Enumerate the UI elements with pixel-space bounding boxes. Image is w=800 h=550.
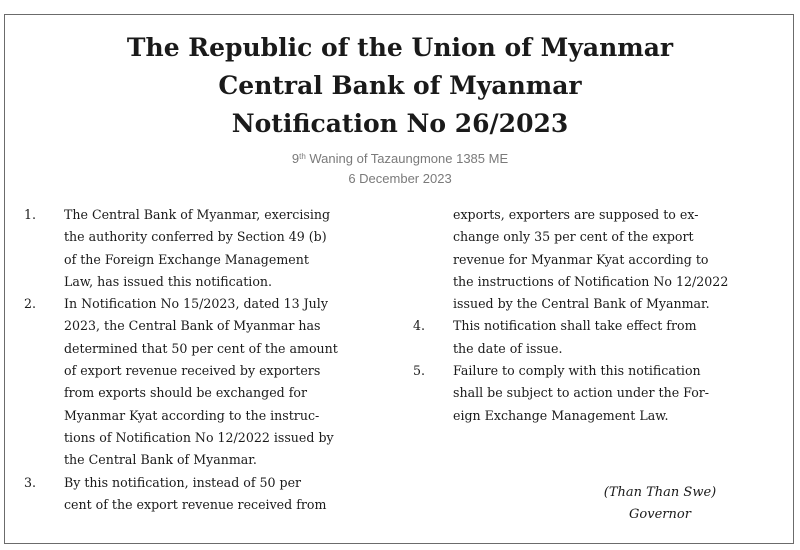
- text-line: from exports should be exchanged for: [64, 385, 308, 401]
- myanmar-date-rest: Waning of Tazaungmone 1385 ME: [305, 151, 509, 166]
- paragraph-1: [24, 204, 392, 293]
- text-line: of export revenue received by exporters: [64, 363, 321, 379]
- text-line: exports, exporters are supposed to ex-: [453, 207, 699, 222]
- paragraph-number: 2.: [24, 296, 37, 312]
- text-line: the instructions of Notification No 12/2022: [453, 273, 729, 289]
- text-line: change only 35 per cent of the export: [453, 229, 694, 245]
- paragraph-number: 4.: [413, 318, 426, 334]
- paragraph-4: [413, 315, 777, 360]
- country-title: The Republic of the Union of Myanmar: [126, 33, 674, 62]
- text-line: the date of issue.: [453, 340, 563, 356]
- paragraph-number: 1.: [24, 207, 37, 222]
- text-line: This notification shall take effect from: [453, 318, 697, 334]
- text-line: tions of Notification No 12/2022 issued by: [64, 429, 334, 445]
- text-line: of the Foreign Exchange Management: [64, 251, 309, 267]
- paragraph-3: [24, 472, 392, 517]
- text-line: 2023, the Central Bank of Myanmar has: [64, 318, 321, 334]
- text-line: the authority conferred by Section 49 (b): [64, 229, 327, 245]
- paragraph-number: 5.: [413, 363, 426, 379]
- paragraph-2: [24, 293, 392, 471]
- text-line: issued by the Central Bank of Myanmar.: [453, 296, 710, 312]
- myanmar-date-day: 9: [291, 151, 300, 166]
- text-line: eign Exchange Management Law.: [453, 407, 669, 423]
- signatory-title: Governor: [629, 507, 691, 522]
- myanmar-date-suffix: th: [299, 152, 306, 161]
- myanmar-date: [0, 151, 800, 167]
- paragraph-5: [413, 360, 777, 427]
- text-line: shall be subject to action under the For-: [453, 385, 710, 401]
- text-line: the Central Bank of Myanmar.: [64, 452, 257, 468]
- paragraph-3-continued: [413, 204, 777, 315]
- text-line: By this notification, instead of 50 per: [64, 474, 302, 490]
- notification-number: Notification No 26/2023: [231, 109, 569, 138]
- paragraph-number: 3.: [24, 474, 37, 490]
- text-line: The Central Bank of Myanmar, exercising: [64, 207, 331, 222]
- text-line: In Notification No 15/2023, dated 13 July: [64, 296, 328, 312]
- text-line: Law, has issued this notification.: [64, 273, 273, 289]
- signatory-name: (Than Than Swe): [603, 485, 717, 500]
- gregorian-date: 6 December 2023: [348, 171, 452, 186]
- text-line: revenue for Myanmar Kyat according to: [453, 251, 709, 267]
- text-line: Failure to comply with this notification: [453, 363, 701, 379]
- text-line: Myanmar Kyat according to the instruc-: [64, 407, 320, 423]
- right-column: [413, 204, 777, 427]
- text-line: cent of the export revenue received from: [64, 496, 327, 512]
- left-column: [24, 204, 392, 516]
- text-line: determined that 50 per cent of the amount: [64, 340, 338, 356]
- issuer-title: Central Bank of Myanmar: [218, 71, 582, 100]
